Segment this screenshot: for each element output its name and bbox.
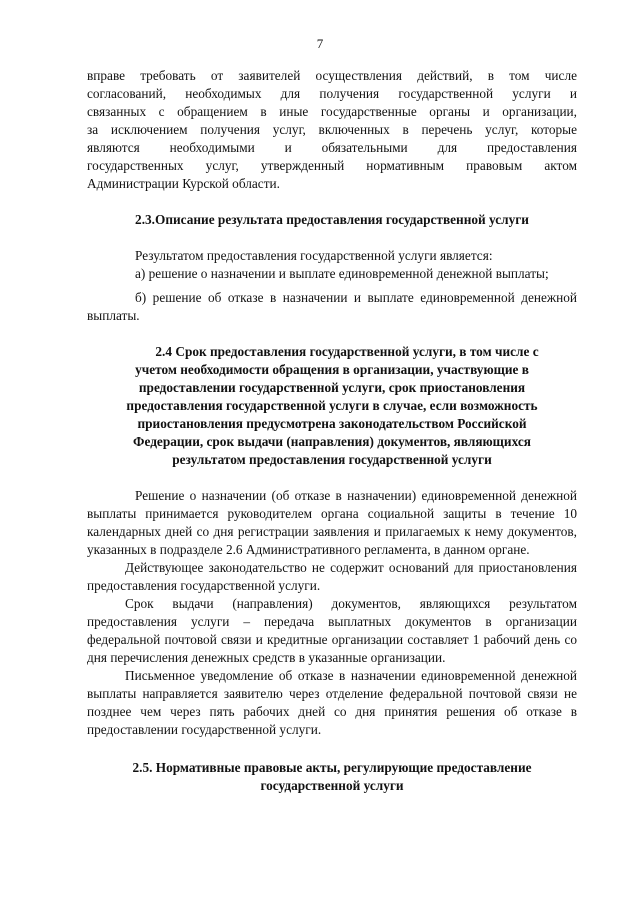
- intro-line: согласований, необходимых для получения государственной услуги и: [87, 86, 577, 101]
- section-2-4-title-line: Федерации, срок выдачи (направления) документов, являющихся: [133, 434, 531, 449]
- intro-paragraph: [87, 67, 577, 193]
- section-2-5-title-line: 2.5. Нормативные правовые акты, регулирующие предоставление: [132, 760, 532, 775]
- section-2-3-item-b: б) решение об отказе в назначении и выплате единовременной денежной выплаты.: [87, 290, 577, 323]
- page-content: [87, 67, 577, 795]
- section-2-5-title-line: государственной услуги: [260, 778, 404, 793]
- section-2-4-title-line: 2.4 Срок предоставления государственной услуги, в том числе с: [155, 344, 539, 359]
- section-2-4-title-line: результатом предоставления государственной услуги: [172, 452, 492, 467]
- section-2-4-para-2: Действующее законодательство не содержит оснований для приостановления предоставления государственной услуги.: [87, 560, 577, 593]
- intro-line: вправе требовать от заявителей осуществления действий, в том числе: [87, 68, 577, 83]
- intro-line: являются необходимыми и обязательными для предоставления: [87, 140, 577, 155]
- section-2-3-lead: Результатом предоставления государственной услуги является:: [135, 248, 493, 263]
- intro-line: за исключением получения услуг, включенных в перечень услуг, которые: [87, 122, 577, 137]
- section-2-4-title-line: приостановления предусмотрена законодательством Российской: [137, 416, 527, 431]
- section-2-4-para-4: Письменное уведомление об отказе в назначении единовременной денежной выплаты направляется заявителю через отделение федеральной почтовой связи не позднее чем через пять рабочих дней со дня принятия решения об отказе в предоставлении государственной услуги.: [87, 668, 577, 737]
- section-2-4-title-line: предоставлении государственной услуги, срок приостановления: [138, 380, 526, 395]
- section-2-4-title: [87, 343, 577, 469]
- intro-line: связанных с обращением в иные государственные органы и организации,: [87, 104, 577, 119]
- section-2-4-para-3: Срок выдачи (направления) документов, являющихся результатом предоставления услуги – передача выплатных документов в организации федеральной почтовой связи и кредитные организации составляет 1 рабочий день со дня перечисления денежных средств в указанные организации.: [87, 596, 577, 665]
- section-2-4-title-line: учетом необходимости обращения в организации, участвующие в: [135, 362, 529, 377]
- section-2-3-title: 2.3.Описание результата предоставления государственной услуги: [135, 212, 529, 227]
- section-2-5-title: [87, 759, 577, 795]
- intro-line: Администрации Курской области.: [87, 176, 280, 191]
- intro-line: государственных услуг, утвержденный нормативным правовым актом: [87, 158, 577, 173]
- section-2-3-item-a: а) решение о назначении и выплате единовременной денежной выплаты;: [135, 266, 549, 281]
- page-number: 7: [316, 36, 324, 51]
- section-2-4-title-line: предоставления государственной услуги в случае, если возможность: [126, 398, 538, 413]
- section-2-4-para-1: Решение о назначении (об отказе в назначении) единовременной денежной выплаты принимается руководителем органа социальной защиты в течение 10 календарных дней со дня регистрации заявления и прилагаемых к нему документов, указанных в подразделе 2.6 Административного регламента, в данном органе.: [87, 488, 577, 557]
